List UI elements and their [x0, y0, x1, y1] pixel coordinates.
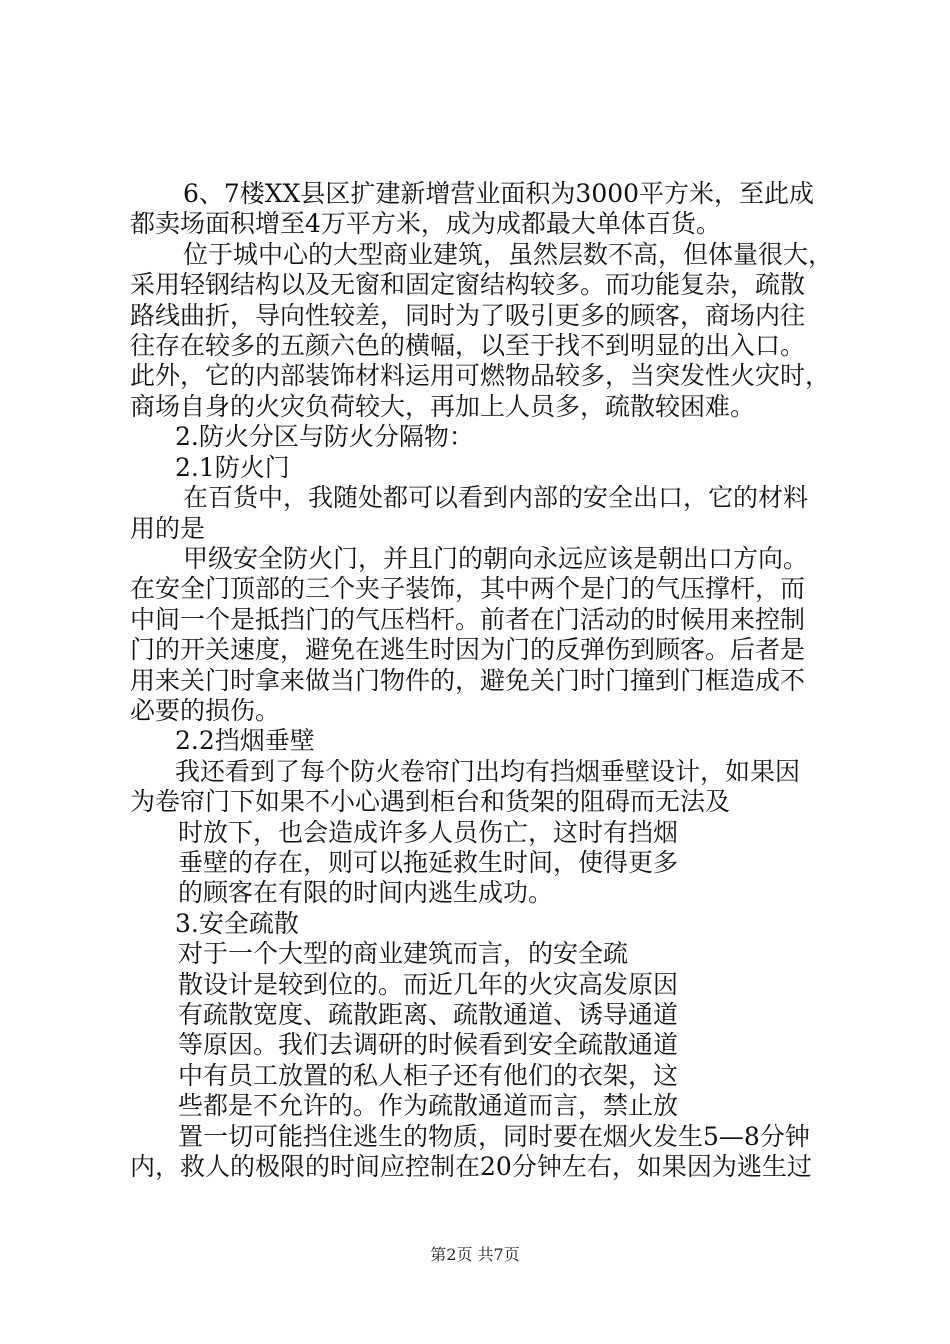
text-line: 门的开关速度，避免在逃生时因为门的反弹伤到顾客。后者是	[130, 635, 806, 665]
text-line: 用来关门时拿来做当门物件的，避免关门时门撞到门框造成不	[130, 665, 806, 695]
text-line: 我还看到了每个防火卷帘门出均有挡烟垂壁设计，如果因	[175, 756, 801, 786]
text-line: 商场自身的火灾负荷较大，再加上人员多，疏散较困难。	[130, 391, 756, 421]
subsection-heading: 2.1防火门	[175, 452, 290, 482]
text-line: 在百货中，我随处都可以看到内部的安全出口，它的材料	[183, 483, 809, 513]
text-line: 路线曲折，导向性较差，同时为了吸引更多的顾客，商场内往	[130, 300, 806, 330]
section-heading: 3.安全疏散	[175, 908, 299, 938]
text-line: 有疏散宽度、疏散距离、疏散通道、诱导通道	[178, 1000, 679, 1029]
text-line: 用的是	[130, 513, 206, 543]
text-line: 都卖场面积增至4万平方米，成为成都最大单体百货。	[130, 209, 721, 239]
text-line: 往存在较多的五颜六色的横幅，以至于找不到明显的出入口。	[130, 331, 806, 360]
text-line: 中有员工放置的私人柜子还有他们的衣架，这	[178, 1060, 679, 1090]
text-line: 此外，它的内部装饰材料运用可燃物品较多，当突发性火灾时，	[130, 361, 831, 391]
subsection-heading: 2.2挡烟垂壁	[175, 726, 315, 756]
text-line: 内，救人的极限的时间应控制在20分钟左右，如果因为逃生过	[130, 1152, 812, 1181]
text-line: 采用轻钢结构以及无窗和固定窗结构较多。而功能复杂，疏散	[130, 270, 806, 300]
text-line: 甲级安全防火门，并且门的朝向永远应该是朝出口方向。	[183, 543, 809, 573]
page-number-footer: 第2页 共7页	[430, 1245, 520, 1264]
text-line: 等原因。我们去调研的时候看到安全疏散通道	[178, 1030, 679, 1060]
text-line: 散设计是较到位的。而近几年的火灾高发原因	[178, 969, 679, 999]
text-line: 必要的损伤。	[130, 695, 281, 725]
text-line: 中间一个是抵挡门的气压档杆。前者在门活动的时候用来控制	[130, 604, 806, 634]
text-line: 的顾客在有限的时间内逃生成功。	[178, 878, 554, 908]
text-line: 些都是不允许的。作为疏散通道而言，禁止放	[178, 1091, 679, 1121]
text-line: 6、7楼XX县区扩建新增营业面积为3000平方米，至此成	[183, 179, 815, 208]
text-line: 时放下，也会造成许多人员伤亡，这时有挡烟	[178, 817, 679, 847]
text-line: 在安全门顶部的三个夹子装饰，其中两个是门的气压撑杆，而	[130, 574, 806, 604]
text-line: 为卷帘门下如果不小心遇到柜台和货架的阻碍而无法及	[130, 787, 731, 817]
text-line: 对于一个大型的商业建筑而言，的安全疏	[178, 939, 629, 969]
section-heading: 2.防火分区与防火分隔物：	[175, 422, 474, 452]
text-line: 位于城中心的大型商业建筑，虽然层数不高，但体量很大，	[183, 239, 834, 269]
text-line: 垂壁的存在，则可以拖延救生时间，使得更多	[178, 847, 679, 877]
text-line: 置一切可能挡住逃生的物质，同时要在烟火发生5—8分钟	[178, 1121, 810, 1151]
